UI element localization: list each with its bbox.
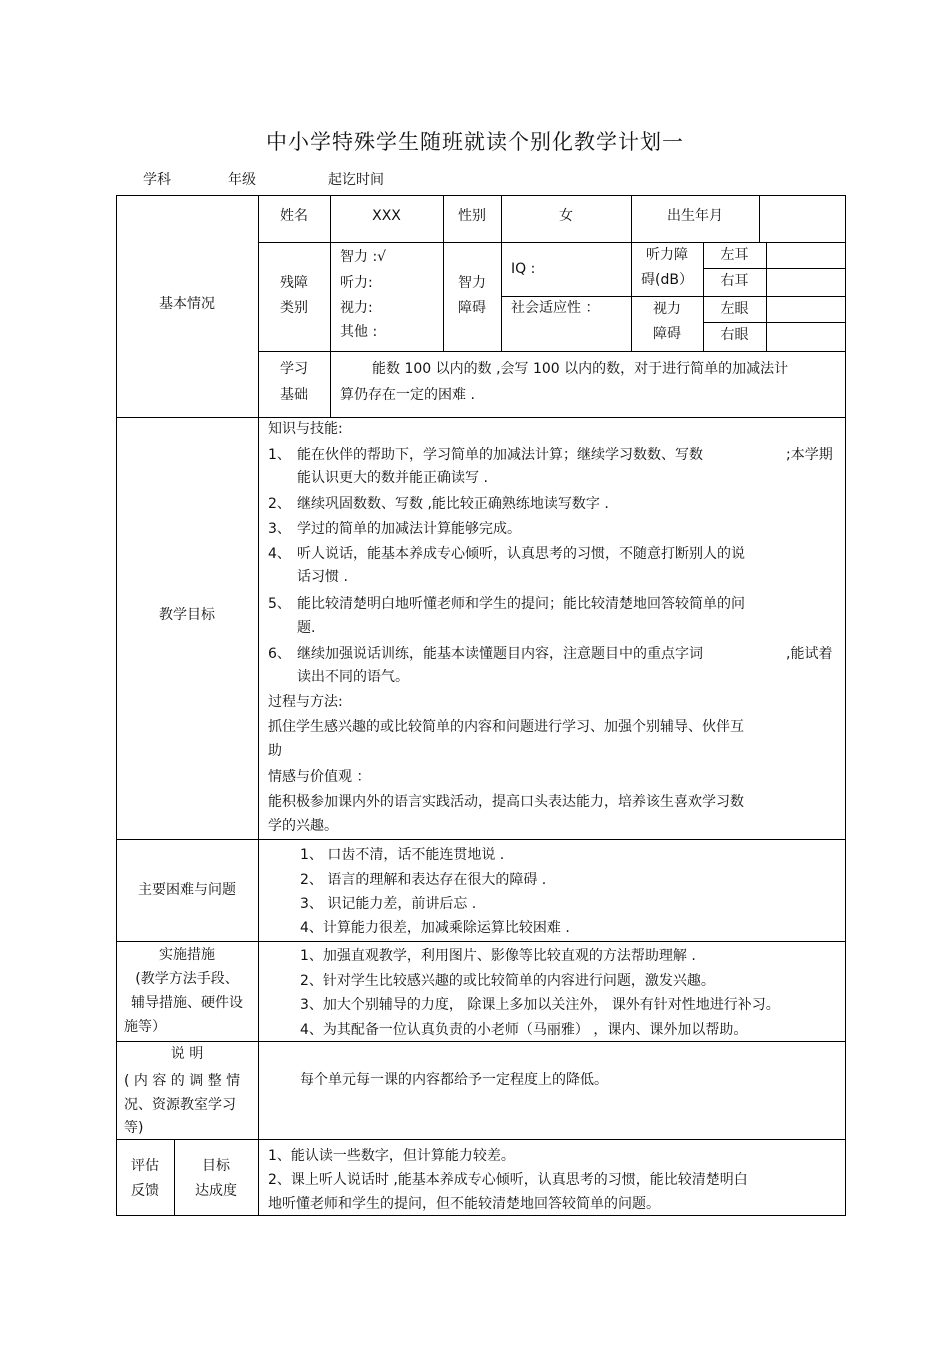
section-problems: 主要困难与问题: [138, 882, 236, 898]
row-divider: [116, 941, 846, 942]
goal-text: 读出不同的语气。: [297, 669, 409, 685]
goal-text: 话习惯 .: [297, 569, 348, 585]
evaluation-label: 反馈: [131, 1183, 159, 1199]
vision-label: 障碍: [653, 326, 681, 342]
col-divider: [330, 195, 331, 418]
section-notes: ( 内 容 的 调 整 情: [124, 1073, 241, 1089]
study-label: 学习: [280, 361, 308, 377]
goal-text: 能在伙伴的帮助下，学习简单的加减法计算；继续学习数数、写数: [297, 447, 703, 463]
emotion-heading: 情感与价值观 ：: [268, 769, 371, 785]
row-divider: [258, 351, 846, 352]
goal-text: 能比较清楚明白地听懂老师和学生的提问；能比较清楚地回答较简单的问: [297, 596, 745, 612]
goal-number: 5、: [268, 596, 291, 612]
row-divider: [116, 839, 846, 840]
target-label: 达成度: [195, 1183, 237, 1199]
row-divider: [116, 417, 846, 418]
hearing-label: 听力障: [646, 247, 688, 263]
name-label: 姓名: [280, 208, 308, 224]
goal-number: 1、: [268, 447, 291, 463]
evaluation-text: 地听懂老师和学生的提问，但不能较清楚地回答较简单的问题。: [268, 1196, 660, 1212]
process-text: 抓住学生感兴趣的或比较简单的内容和问题进行学习、加强个别辅导、伙伴互: [268, 719, 744, 735]
measure-item: 3、加大个别辅导的力度， 除课上多加以关注外， 课外有针对性地进行补习。: [300, 997, 780, 1013]
gender-label: 性别: [458, 208, 486, 224]
section-goals: 教学目标: [159, 607, 215, 623]
study-label: 基础: [280, 387, 308, 403]
social-label: 社会适应性 ：: [511, 300, 600, 316]
goal-text: 学过的简单的加减法计算能够完成。: [297, 521, 521, 537]
disability-item: 智力 :√: [340, 249, 387, 265]
section-measures: (教学方法手段、: [135, 971, 239, 987]
knowledge-heading: 知识与技能:: [268, 421, 343, 437]
problem-item: 4、计算能力很差，加减乘除运算比较困难 .: [300, 920, 570, 936]
emotion-text: 能积极参加课内外的语言实践活动，提高口头表达能力，培养该生喜欢学习数: [268, 794, 744, 810]
process-text: 助: [268, 743, 282, 759]
problem-item: 2、 语言的理解和表达存在很大的障碍 .: [300, 872, 547, 888]
right-ear-label: 右耳: [720, 273, 749, 289]
page-title: 中小学特殊学生随班就读个别化教学计划一: [266, 130, 684, 154]
table-border-right: [845, 195, 846, 1216]
evaluation-text: 2、课上听人说话时 ,能基本养成专心倾听，认真思考的习惯，能比较清楚明白: [268, 1172, 748, 1188]
measure-item: 4、为其配备一位认真负责的小老师（马丽雅） ，课内、课外加以帮助。: [300, 1022, 748, 1038]
left-eye-label: 左眼: [720, 301, 749, 317]
goal-text: 能认识更大的数并能正确读写 .: [297, 470, 488, 486]
section-notes: 说 明: [170, 1046, 204, 1062]
disability-item: 其他 :: [340, 324, 378, 340]
problem-item: 1、 口齿不清，话不能连贯地说 .: [300, 847, 505, 863]
section-notes: 况、资源教室学习: [124, 1097, 236, 1113]
birth-label: 出生年月: [667, 208, 723, 224]
table-border-top: [116, 195, 846, 196]
process-heading: 过程与方法:: [268, 694, 343, 710]
measure-item: 1、加强直观教学，利用图片、影像等比较直观的方法帮助理解 .: [300, 948, 696, 964]
iq-label: IQ :: [511, 261, 536, 277]
grade-label: 年级: [228, 172, 256, 188]
study-text: 能数 100 以内的数 ,会写 100 以内的数，对于进行简单的加减法计: [372, 361, 789, 377]
goal-number: 6、: [268, 646, 291, 662]
section-basic-info: 基本情况: [159, 296, 215, 312]
problem-item: 3、 识记能力差，前讲后忘 .: [300, 896, 477, 912]
vision-label: 视力: [653, 301, 681, 317]
section-measures: 辅导措施、硬件设: [131, 995, 243, 1011]
subject-label: 学科: [143, 172, 171, 188]
goal-text: 继续加强说话训练，能基本读懂题目内容，注意题目中的重点字词: [297, 646, 703, 662]
left-ear-label: 左耳: [720, 247, 749, 263]
evaluation-text: 1、能认读一些数字，但计算能力较差。: [268, 1148, 515, 1164]
right-eye-label: 右眼: [720, 327, 749, 343]
study-text: 算仍存在一定的困难 .: [340, 387, 475, 403]
goal-number: 4、: [268, 546, 291, 562]
disability-label: 残障: [280, 275, 308, 291]
evaluation-label: 评估: [131, 1158, 159, 1174]
measure-item: 2、针对学生比较感兴趣的或比较简单的内容进行问题，激发兴趣。: [300, 973, 715, 989]
col-divider: [258, 195, 259, 1216]
notes-text: 每个单元每一课的内容都给予一定程度上的降低。: [300, 1072, 608, 1088]
section-measures: 施等）: [124, 1019, 166, 1035]
intellect-label: 障碍: [458, 300, 486, 316]
section-measures: 实施措施: [159, 947, 215, 963]
col-divider: [766, 242, 767, 352]
goal-text: ;本学期: [786, 447, 833, 463]
goal-text: ,能试着: [786, 646, 833, 662]
gender-value: 女: [559, 208, 573, 224]
period-label: 起讫时间: [328, 172, 384, 188]
disability-item: 视力:: [340, 300, 373, 316]
section-notes: 等): [124, 1120, 144, 1136]
hearing-label: 碍(dB）: [641, 272, 693, 288]
goal-text: 题.: [297, 620, 316, 636]
goal-text: 继续巩固数数、写数 ,能比较正确熟练地读写数字 .: [297, 496, 609, 512]
col-divider: [759, 195, 760, 243]
target-label: 目标: [202, 1158, 230, 1174]
name-value: XXX: [372, 208, 401, 224]
goal-number: 2、: [268, 496, 291, 512]
disability-item: 听力:: [340, 275, 373, 291]
row-divider: [116, 1139, 846, 1140]
emotion-text: 学的兴趣。: [268, 818, 338, 834]
disability-label: 类别: [280, 300, 308, 316]
goal-text: 听人说话，能基本养成专心倾听，认真思考的习惯，不随意打断别人的说: [297, 546, 745, 562]
goal-number: 3、: [268, 521, 291, 537]
intellect-label: 智力: [458, 275, 486, 291]
